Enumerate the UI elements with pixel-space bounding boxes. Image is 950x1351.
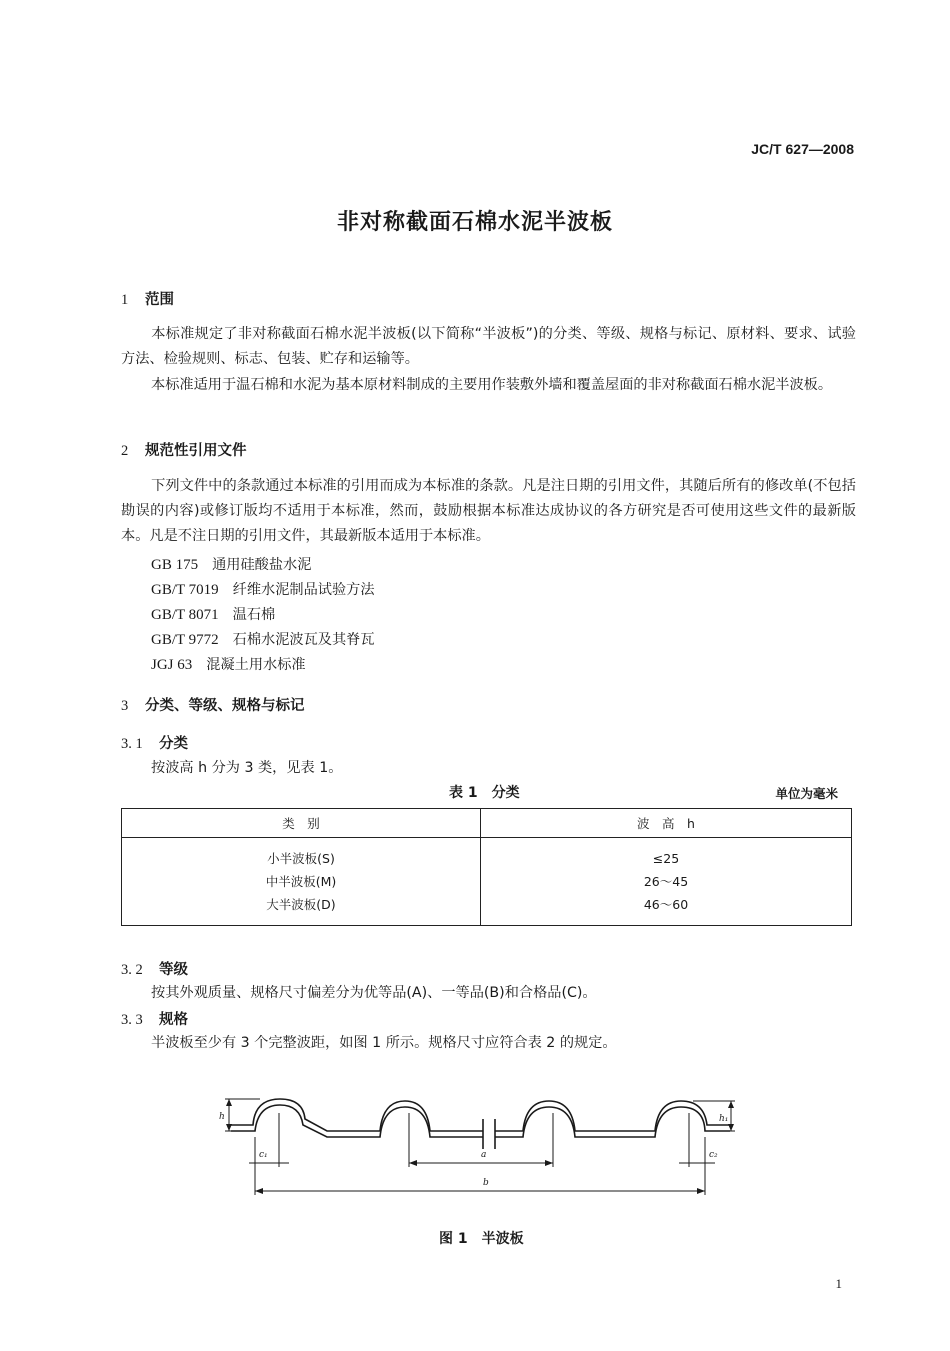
- section-3-3-para: 半波板至少有 3 个完整波距，如图 1 所示。规格尺寸应符合表 2 的规定。: [151, 1035, 617, 1051]
- label-a: a: [481, 1150, 487, 1160]
- table-cell: 26～45: [643, 874, 689, 889]
- reference-item: [151, 554, 311, 574]
- section-1-para-2: [121, 373, 856, 398]
- section-number: 3: [121, 698, 129, 714]
- page-number: 1: [835, 1276, 842, 1291]
- table-header-height: 波 高 h: [481, 809, 852, 838]
- paragraph-text: 下列文件中的条款通过本标准的引用而成为本标准的条款。凡是注日期的引用文件，其随后所有的修改单(不包括勘误的内容)或修订版均不适用于本标准，然而，鼓励根据本标准达成协议的各方研究是否可使用这些文件的最新版本。凡是不注日期的引用文件，其最新版本适用于本标准。: [121, 478, 856, 544]
- reference-name: 石棉水泥波瓦及其脊瓦: [232, 632, 375, 648]
- section-3-3-heading: [121, 1008, 188, 1029]
- section-2-para-1: [121, 474, 856, 549]
- table-1: [121, 808, 852, 926]
- paragraph-text: 本标准规定了非对称截面石棉水泥半波板(以下简称“半波板”)的分类、等级、规格与标记、原材料、要求、试验方法、检验规则、标志、包装、贮存和运输等。: [121, 326, 856, 367]
- label-h1: h₁: [719, 1114, 729, 1124]
- section-3-heading: [121, 694, 305, 715]
- section-title: 等级: [159, 962, 188, 978]
- section-number: 2: [121, 443, 129, 459]
- reference-code: GB/T 8071: [151, 607, 219, 623]
- table-height-column: [481, 838, 852, 926]
- reference-item: [151, 579, 375, 599]
- reference-code: JGJ 63: [151, 657, 193, 673]
- section-title: 范围: [145, 292, 174, 308]
- table-cell: 中半波板(M): [265, 874, 337, 889]
- section-2-heading: [121, 439, 247, 460]
- paragraph-text: 本标准适用于温石棉和水泥为基本原材料制成的主要用作装敷外墙和覆盖屋面的非对称截面石棉水泥半波板。: [151, 377, 833, 393]
- section-3-1-para: 按波高 h 分为 3 类，见表 1。: [151, 760, 343, 776]
- section-1-para-1: [121, 322, 856, 372]
- label-c2: c₂: [709, 1150, 718, 1160]
- figure-1-caption: 图 1 半波板: [439, 1231, 524, 1247]
- section-number: 3. 1: [121, 736, 143, 752]
- section-3-1-heading: [121, 732, 188, 753]
- section-title: 规范性引用文件: [145, 443, 247, 459]
- page-title: 非对称截面石棉水泥半波板: [336, 210, 613, 235]
- table-cell: 46～60: [643, 897, 689, 912]
- section-number: 3. 2: [121, 962, 143, 978]
- section-number: 3. 3: [121, 1012, 143, 1028]
- table-header-category: 类 别: [122, 809, 481, 838]
- table-1-unit: 单位为毫米: [775, 786, 838, 801]
- table-cell: ≤25: [652, 851, 680, 866]
- table-cell: 小半波板(S): [267, 851, 335, 866]
- reference-name: 纤维水泥制品试验方法: [232, 582, 375, 598]
- reference-code: GB 175: [151, 557, 199, 573]
- label-c1: c₁: [259, 1150, 268, 1160]
- doc-number: JC/T 627—2008: [751, 141, 854, 157]
- section-3-2-heading: [121, 958, 188, 979]
- reference-code: GB/T 9772: [151, 632, 219, 648]
- reference-item: [151, 654, 306, 674]
- table-1-caption: 表 1 分类: [449, 785, 520, 801]
- reference-code: GB/T 7019: [151, 582, 219, 598]
- figure-1-half-wave-board: [215, 1085, 745, 1205]
- section-1-heading: [121, 288, 174, 309]
- section-title: 分类、等级、规格与标记: [145, 698, 305, 714]
- table-category-column: [122, 838, 481, 926]
- board-profile-bottom: [231, 1105, 730, 1137]
- reference-name: 通用硅酸盐水泥: [212, 557, 312, 573]
- section-3-2-para: 按其外观质量、规格尺寸偏差分为优等品(A)、一等品(B)和合格品(C)。: [151, 985, 597, 1001]
- reference-item: [151, 604, 275, 624]
- section-title: 分类: [159, 736, 188, 752]
- table-cell: 大半波板(D): [266, 897, 336, 912]
- label-b: b: [483, 1178, 489, 1188]
- label-h: h: [219, 1112, 225, 1122]
- reference-name: 温石棉: [232, 607, 276, 623]
- section-number: 1: [121, 292, 129, 308]
- reference-item: [151, 629, 375, 649]
- reference-name: 混凝土用水标准: [206, 657, 306, 673]
- section-title: 规格: [159, 1012, 188, 1028]
